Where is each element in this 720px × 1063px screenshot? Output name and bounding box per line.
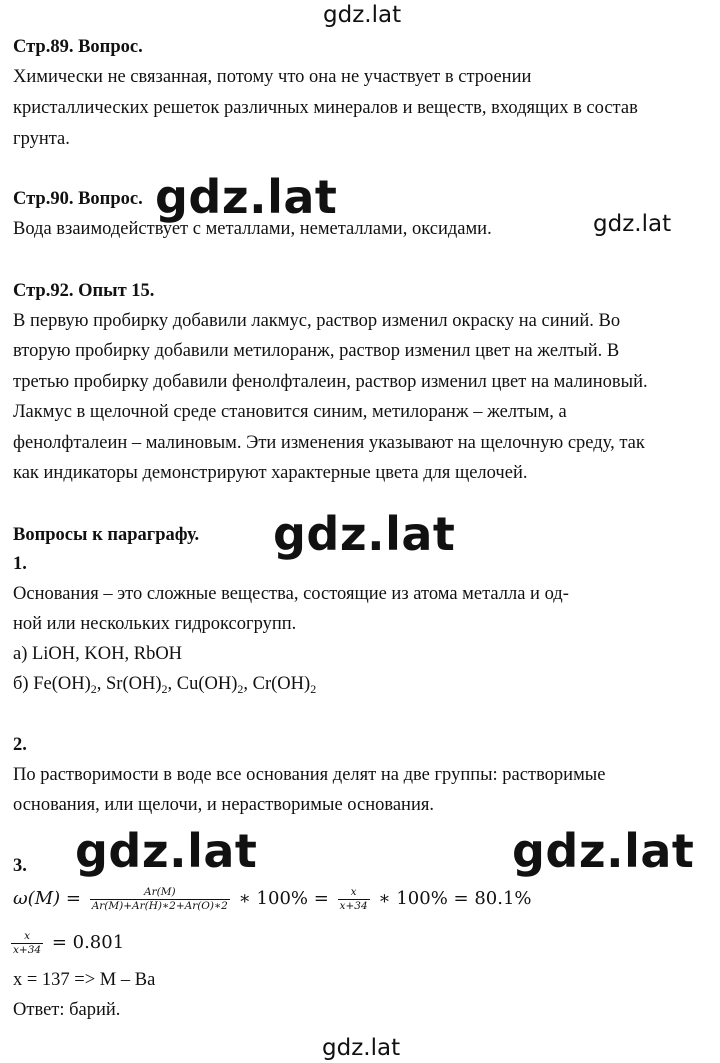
fraction-numerator: Ar(M) bbox=[90, 886, 230, 900]
question-2-number: 2. bbox=[13, 735, 27, 755]
p92-line: вторую пробирку добавили метилоранж, раствор изменил цвет на желтый. В bbox=[13, 341, 620, 361]
p89-line: Химически не связанная, потому что она не участвует в строении bbox=[13, 67, 532, 87]
q1-b-prefix: б) bbox=[13, 674, 34, 694]
fraction-denominator: Ar(M)+Ar(H)∗2+Ar(O)∗2 bbox=[91, 899, 228, 912]
fraction-molar bbox=[90, 886, 230, 913]
question-3-number: 3. bbox=[13, 856, 27, 876]
watermark-mid-right: gdz.lat bbox=[593, 211, 672, 237]
formula-cr: Cr(OH) bbox=[252, 674, 311, 694]
watermark-big-3: gdz.lat bbox=[75, 824, 258, 878]
separator: , bbox=[96, 674, 106, 694]
subscript: 2 bbox=[237, 682, 244, 696]
p89-line: грунта. bbox=[13, 129, 70, 149]
q1-line: Основания – это сложные вещества, состоящие из атома металла и од- bbox=[13, 584, 569, 604]
watermark-big-4: gdz.lat bbox=[512, 824, 695, 878]
fraction-denominator: x+34 bbox=[13, 943, 42, 956]
p92-line: Лакмус в щелочной среде становится синим, метилоранж – желтым, а bbox=[13, 402, 567, 422]
q2-line: основания, или щелочи, и нерастворимые основания. bbox=[13, 795, 434, 815]
fraction-x bbox=[338, 886, 370, 913]
fraction-x bbox=[11, 930, 43, 957]
subscript: 2 bbox=[310, 682, 317, 696]
q1-line: ной или нескольких гидроксогрупп. bbox=[13, 614, 297, 634]
formula-equation bbox=[11, 928, 124, 958]
heading-p89: Стр.89. Вопрос. bbox=[13, 37, 143, 57]
formula-rhs: = 0.801 bbox=[51, 932, 125, 953]
formula-mass-fraction bbox=[13, 884, 532, 914]
p89-line: кристаллических решеток различных минералов и веществ, входящих в состав bbox=[13, 98, 638, 118]
subscript: 2 bbox=[90, 682, 97, 696]
formula-rhs: ∗ 100% = 80.1% bbox=[378, 888, 532, 909]
formula-mid: ∗ 100% = bbox=[238, 888, 329, 909]
fraction-numerator: x bbox=[11, 930, 43, 944]
q3-answer: Ответ: барий. bbox=[13, 1000, 121, 1020]
formula-lhs: ω(M) = bbox=[13, 888, 81, 909]
heading-p92: Стр.92. Опыт 15. bbox=[13, 281, 155, 301]
q1-answer-a: а) LiOH, KOH, RbOH bbox=[13, 644, 183, 664]
separator: , bbox=[167, 674, 177, 694]
formula-fe: Fe(OH) bbox=[33, 674, 91, 694]
heading-questions: Вопросы к параграфу. bbox=[13, 525, 200, 545]
watermark-top: gdz.lat bbox=[323, 2, 402, 28]
p92-line: третью пробирку добавили фенолфталеин, раствор изменил цвет на малиновый. bbox=[13, 372, 648, 392]
q1-answer-b bbox=[13, 673, 316, 695]
separator: , bbox=[243, 674, 253, 694]
question-1-number: 1. bbox=[13, 554, 27, 574]
p90-line: Вода взаимодействует с металлами, неметаллами, оксидами. bbox=[13, 219, 492, 239]
subscript: 2 bbox=[161, 682, 168, 696]
q2-line: По растворимости в воде все основания делят на две группы: растворимые bbox=[13, 765, 606, 785]
q3-result-line: x = 137 => M – Ba bbox=[13, 970, 156, 990]
fraction-numerator: x bbox=[338, 886, 370, 900]
formula-cu: Cu(OH) bbox=[176, 674, 238, 694]
p92-line: как индикаторы демонстрируют характерные цвета для щелочей. bbox=[13, 463, 528, 483]
watermark-big-1: gdz.lat bbox=[155, 170, 338, 224]
heading-p90: Стр.90. Вопрос. bbox=[13, 189, 143, 209]
p92-line: В первую пробирку добавили лакмус, раствор изменил окраску на синий. Во bbox=[13, 311, 621, 331]
formula-sr: Sr(OH) bbox=[106, 674, 162, 694]
watermark-bottom: gdz.lat bbox=[322, 1035, 401, 1061]
p92-line: фенолфталеин – малиновым. Эти изменения указывают на щелочную среду, так bbox=[13, 433, 645, 453]
watermark-big-2: gdz.lat bbox=[273, 507, 456, 561]
fraction-denominator: x+34 bbox=[339, 899, 368, 912]
